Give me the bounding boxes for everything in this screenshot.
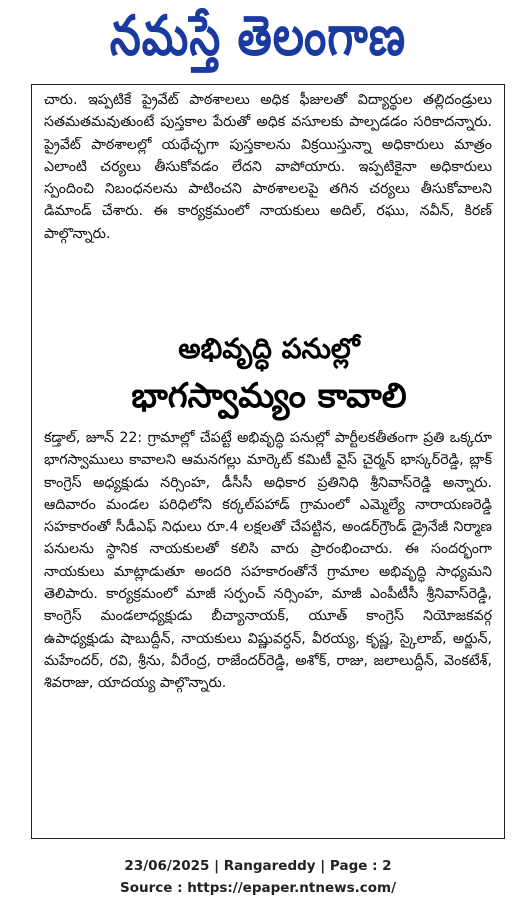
headline-line-2: భాగస్వామ్యం కావాలి [131, 376, 407, 416]
article-body-paragraph: కడ్తాల్, జూన్ 22: గ్రామాల్లో చేపట్టే అభివృద్ధి పనుల్లో పార్టీలకతీతంగా ప్రతి ఒక్కరూ భాగస్వాములు కావాలని ఆమనగల్లు మార్కెట్ కమిటీ వైస్ చైర్మన్ భాస్కర్‌రెడ్డి, బ్లాక్ కాంగ్రెస్ అధ్యక్షుడు నర్సింహ, డీసీసీ అధికార ప్రతినిధి శ్రీనివాస్‌రెడ్డి అన్నారు. ఆదివారం మండల పరిధిలోని కర్కల్‌పహాడ్ గ్రామంలో ఎమ్మెల్యే నారాయణరెడ్డి సహకారంతో సీడీఎఫ్ నిధులు రూ.4 లక్షలతో చేపట్టిన, అండర్‌గ్రౌండ్ డ్రైనేజీ నిర్మాణ పనులను స్థానిక నాయకులతో కలిసి వారు ప్రారంభించారు. ఈ సందర్భంగా నాయకులు మాట్లాడుతూ అందరి సహకారంతోనే గ్రామాల అభివృద్ధి సాధ్యమని తెలిపారు. కార్యక్రమంలో మాజీ సర్పంచ్ నర్సింహ, మాజీ ఎంపీటీసీ శ్రీనివాస్‌రెడ్డి, కాంగ్రెస్ మండలాధ్యక్షుడు బీచ్యానాయక్, యూత్ కాంగ్రెస్ నియోజకవర్గ ఉపాధ్యక్షుడు షాబుద్దీన్, నాయకులు విష్ణువర్ధన్, వీరయ్య, కృష్ణ, స్కైలాబ్, అర్జున్, మహేందర్, రవి, శ్రీను, వీరేంద్ర, రాజేందర్‌రెడ్డి, అశోక్, రాజు, జలాలుద్దీన్, వెంకటేశ్, శివరాజు, యాదయ్య పాల్గొన్నారు. [44, 430, 492, 692]
source-link[interactable]: Source : https://epaper.ntnews.com/ [119, 880, 397, 896]
article-clipping [31, 84, 505, 839]
headline-line-1: అభివృద్ధి పనుల్లో [178, 332, 360, 365]
newspaper-title: నమస్తే తెలంగాణ [109, 4, 407, 68]
edition-info: 23/06/2025 | Rangareddy | Page : 2 [124, 858, 392, 874]
masthead [0, 0, 516, 86]
article-top-paragraph: చారు. ఇప్పటికే ప్రైవేట్ పాఠశాలలు అధిక ఫీజులతో విద్యార్థుల తల్లిదండ్రులు సతమతమవుతుంటే పుస్తకాల పేరుతో అధిక వసూలకు పాల్పడడం సరికాదన్నారు. ప్రైవేట్ పాఠశాలల్లో యథేచ్ఛగా పుస్తకాలను విక్రయిస్తున్నా అధికారులు మాత్రం ఎలాంటి చర్యలు తీసుకోవడం లేదని వాపోయారు. ఇప్పటికైనా అధికారులు స్పందించి నిబంధనలను పాటించని పాఠశాలలపై తగిన చర్యలు తీసుకోవాలని డిమాండ్ చేశారు. ఈ కార్యక్రమంలో నాయకులు అదిల్, రఘు, నవీన్, కిరణ్ పాల్గొన్నారు. [44, 92, 492, 242]
